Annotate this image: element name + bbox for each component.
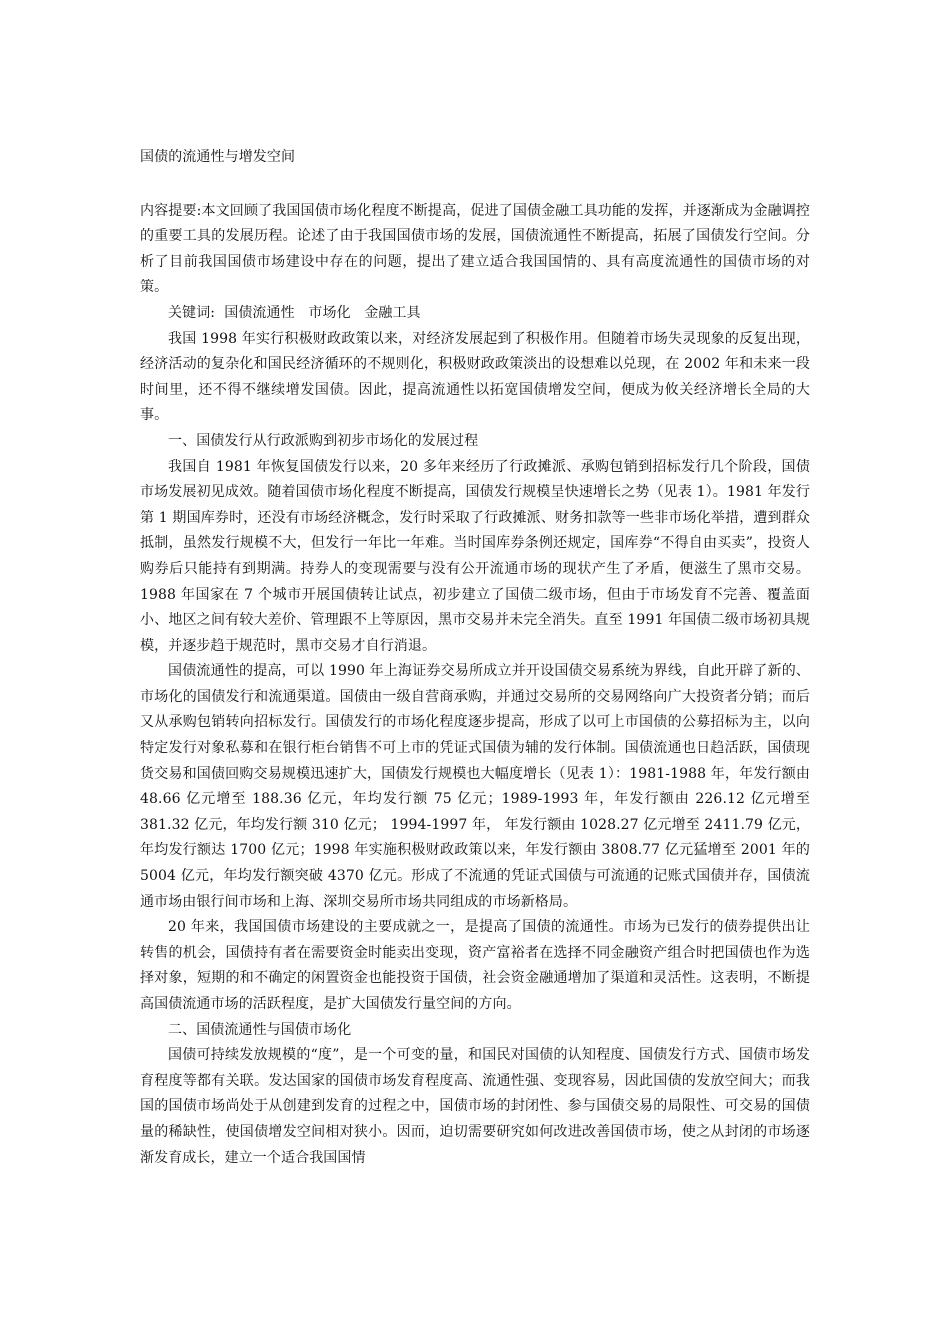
section-heading-1: 一、国债发行从行政派购到初步市场化的发展过程 <box>168 432 479 449</box>
body-paragraph: 我国自 1981 年恢复国债发行以来，20 多年来经历了行政摊派、承购包销到招标发行几个阶段，国债市场发展初见成效。随着国债市场化程度不断提高，国债发行规模呈快速增长之势（见表 1）。1981 年发行第 1 期国库券时，还没有市场经济概念，发行时采取了行政摊派、财务扣款等一些非市场化举措，遭到群众抵制，虽然发行规模不大，但发行一年比一年难。当时国库券条例还规定，国库券“不得自由买卖”，投资人购券后只能持有到期满。持券人的变现需要与没有公开流通市场的现状产生了矛盾，便滋生了黑市交易。1988 年国家在 7 个城市开展国债转让试点，初步建立了国债二级市场，但由于市场发育不完善、覆盖面小、地区之间有较大差价、管理跟不上等原因，黑市交易并未完全消失。直至 1991 年国债二级市场初具规模，并逐步趋于规范时，黑市交易才自行消退。 <box>140 458 810 654</box>
body-paragraph: 国债可持续发放规模的“度”，是一个可变的量，和国民对国债的认知程度、国债发行方式、国债市场发育程度等都有关联。发达国家的国债市场发育程度高、流通性强、变现容易，因此国债的发放空间大；而我国的国债市场尚处于从创建到发育的过程之中，国债市场的封闭性、参与国债交易的局限性、可交易的国债量的稀缺性，使国债增发空间相对狭小。因而，迫切需要研究如何改进改善国债市场，使之从封闭的市场逐渐发育成长，建立一个适合我国国情 <box>140 1047 810 1166</box>
body-paragraph: 20 年来，我国国债市场建设的主要成就之一，是提高了国债的流通性。市场为已发行的债券提供出让转售的机会，国债持有者在需要资金时能卖出变现，资产富裕者在选择不同金融资产组合时把国债也作为选择对象，短期的和不确定的闲置资金也能投资于国债，社会资金融通增加了渠道和灵活性。这表明，不断提高国债流通市场的活跃程度，是扩大国债发行量空间的方向。 <box>140 919 810 1012</box>
document-title: 国债的流通性与增发空间 <box>140 149 296 165</box>
section-heading-2: 二、国债流通性与国债市场化 <box>168 1021 352 1038</box>
keywords-line: 关键词: 国债流通性 市场化 金融工具 <box>168 304 421 321</box>
body-paragraph: 国债流通性的提高，可以 1990 年上海证券交易所成立并开设国债交易系统为界线，自此开辟了新的、市场化的国债发行和流通渠道。国债由一级自营商承购，并通过交易所的交易网络向广大投资者分销；而后又从承购包销转向招标发行。国债发行的市场化程度逐步提高，形成了以可上市国债的公募招标为主，以向特定发行对象私募和在银行柜台销售不可上市的凭证式国债为辅的发行体制。国债流通也日趋活跃，国债现货交易和国债回购交易规模迅速扩大，国债发行规模也大幅度增长（见表 1）：1981-1988 年，年发行额由 48.66 亿元增至 188.36 亿元，年均发行额 75 亿元；1989-1993 年，年发行额由 226.12 亿元增至 381.32 亿元，年均发行额 310 亿元； 1994-1997 年， 年发行额由 1028.27 亿元增至 2411.79 亿元， 年均发行额达 1700 亿元；1998 年实施积极财政政策以来，年发行额由 3808.77 亿元猛增至 2001 年的 5004 亿元，年均发行额突破 4370 亿元。形成了不流通的凭证式国债与可流通的记账式国债并存，国债流通市场由银行间市场和上海、深圳交易所市场共同组成的市场新格局。 <box>140 663 810 910</box>
intro-paragraph: 我国 1998 年实行积极财政政策以来，对经济发展起到了积极作用。但随着市场失灵现象的反复出现，经济活动的复杂化和国民经济循环的不规则化，积极财政政策淡出的设想难以兑现，在 2002 年和未来一段时间里，还不得不继续增发国债。因此，提高流通性以拓宽国债增发空间，便成为攸关经济增长全局的大事。 <box>140 330 810 424</box>
abstract-paragraph: 内容提要:本文回顾了我国国债市场化程度不断提高，促进了国债金融工具功能的发挥，并逐渐成为金融调控的重要工具的发展历程。论述了由于我国国债市场的发展，国债流通性不断提高，拓展了国债发行空间。分析了目前我国国债市场建设中存在的问题，提出了建立适合我国国情的、具有高度流通性的国债市场的对策。 <box>140 202 810 296</box>
document-page <box>140 145 810 1171</box>
